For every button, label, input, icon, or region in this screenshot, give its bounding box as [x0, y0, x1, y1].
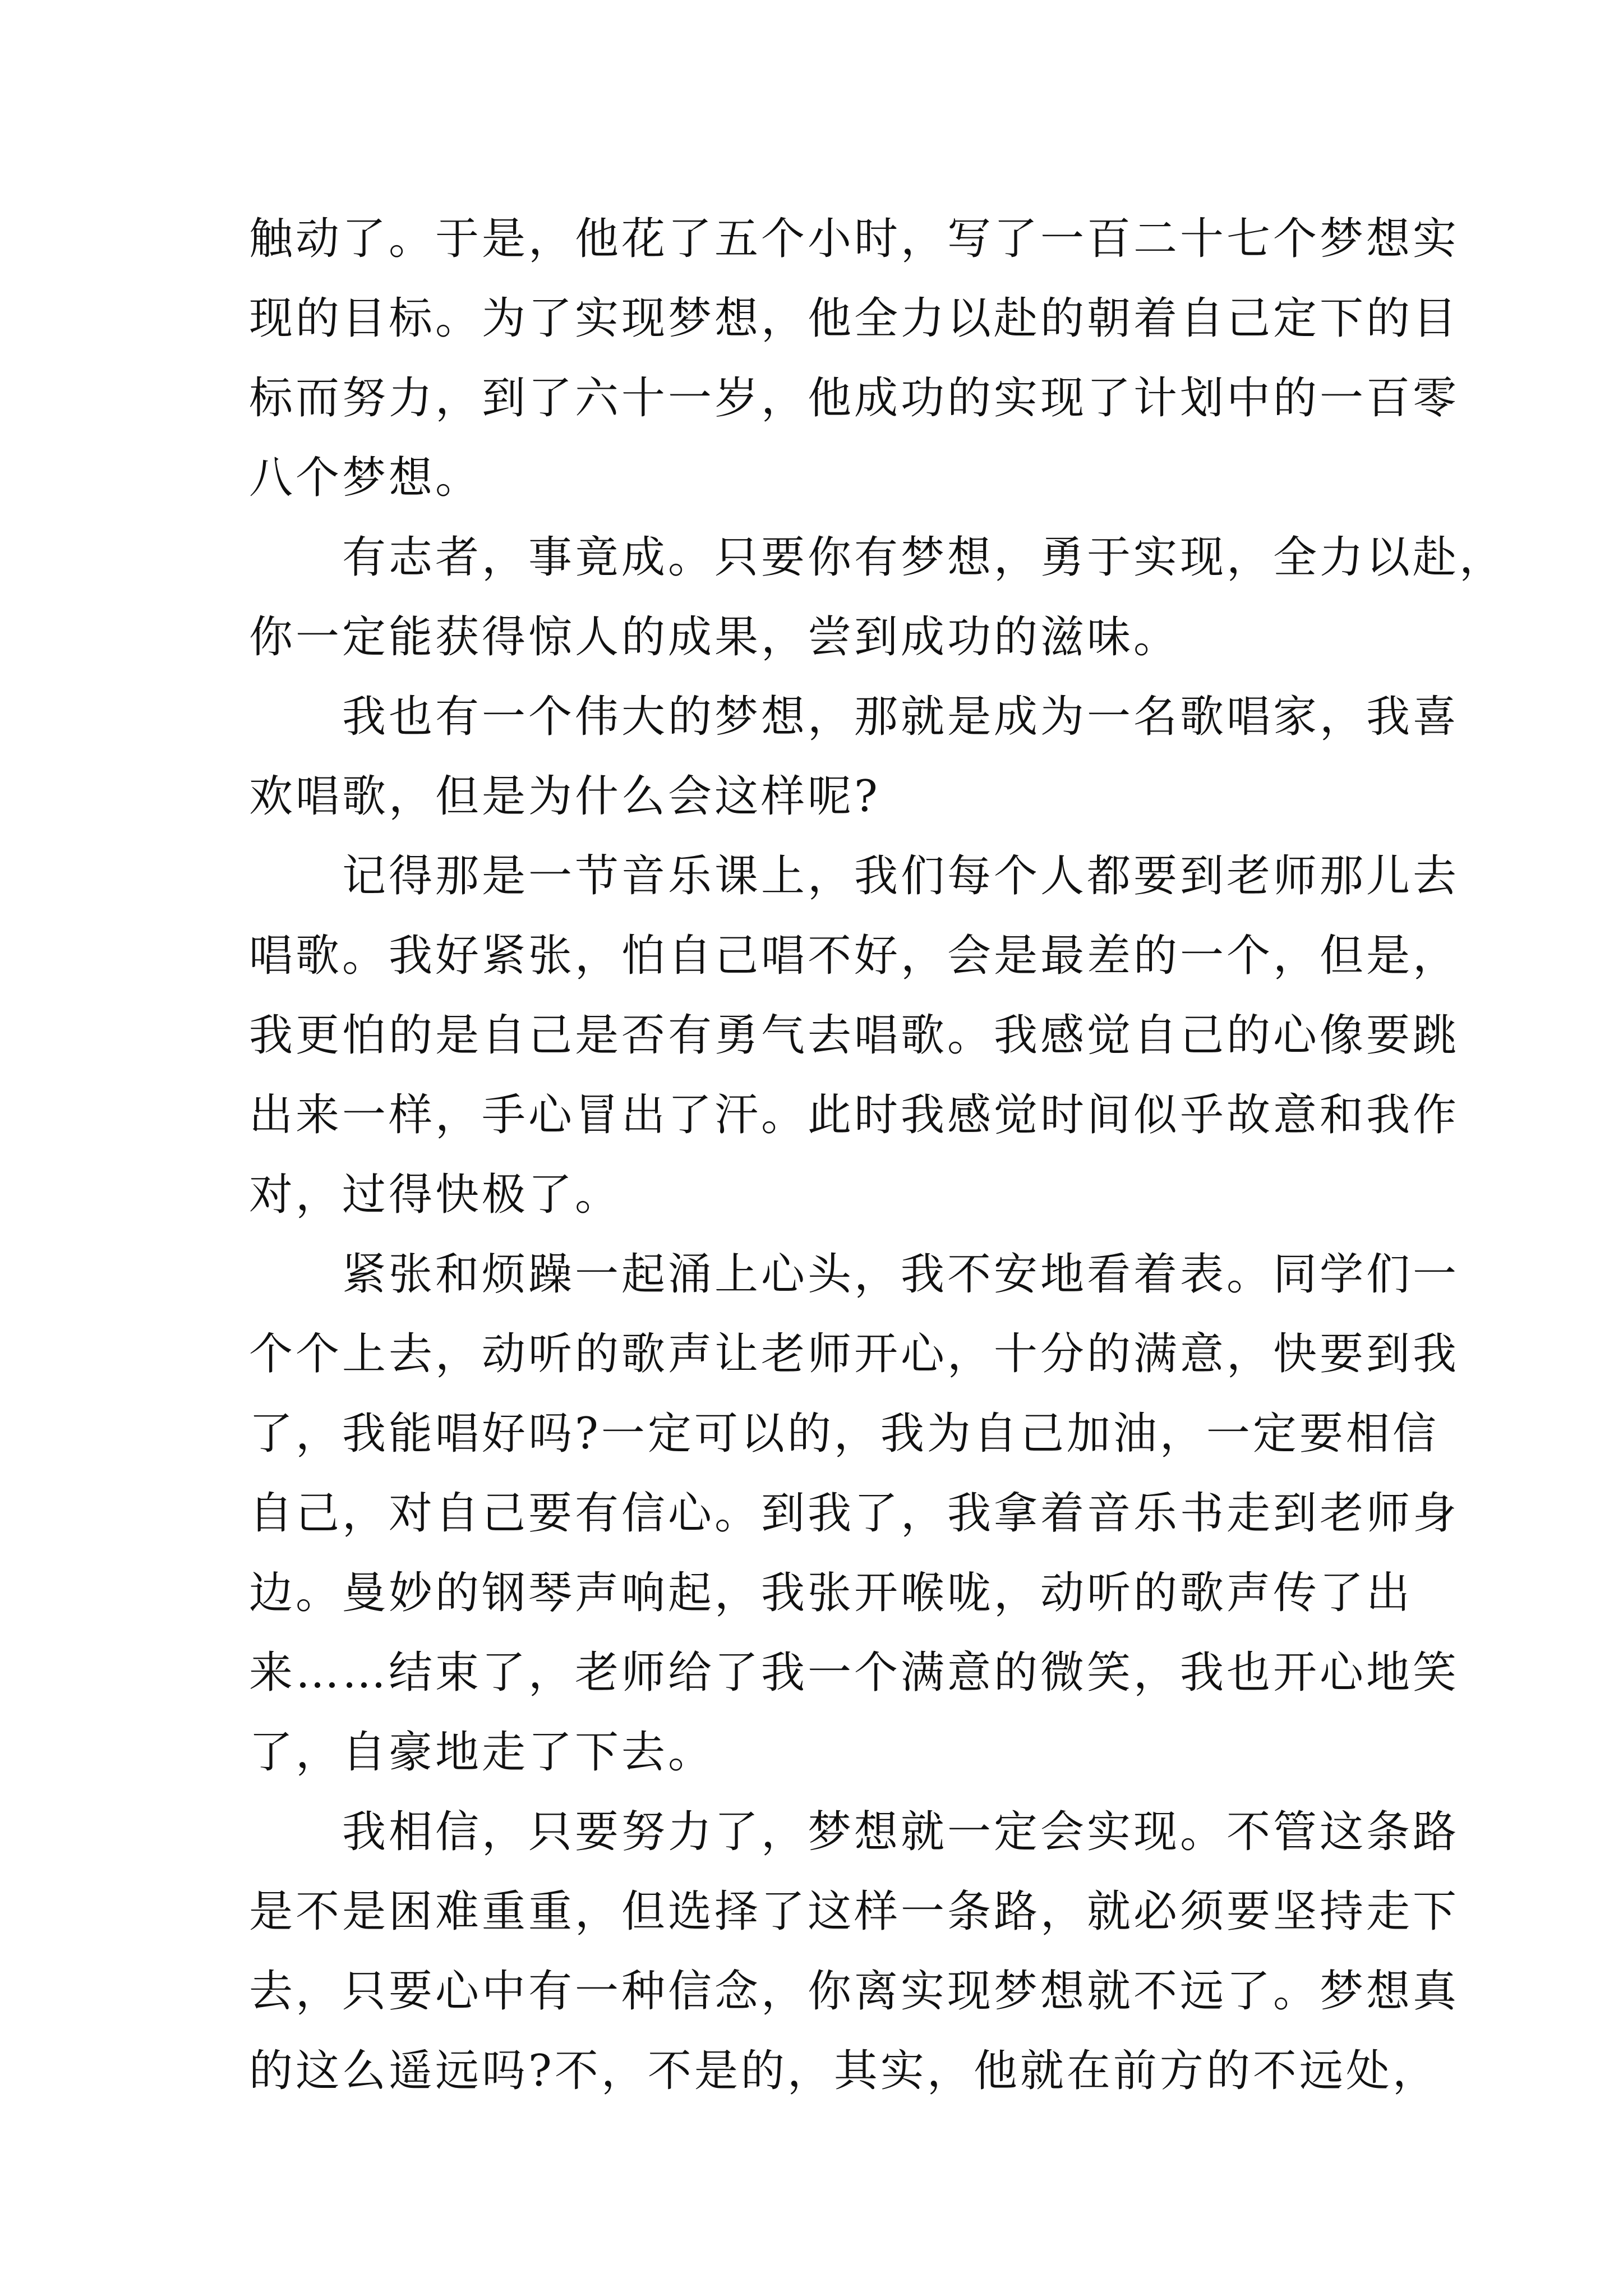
paragraph-start-line: 紧张和烦躁一起涌上心头，我不安地看着表。同学们一	[249, 1249, 1460, 1300]
text-line: 我更怕的是自己是否有勇气去唱歌。我感觉自己的心像要跳	[249, 1010, 1460, 1061]
text-line: 八个梦想。	[249, 453, 482, 503]
text-line: 来……结束了，老师给了我一个满意的微笑，我也开心地笑	[249, 1648, 1460, 1698]
text-line: 了，我能唱好吗?一定可以的，我为自己加油，一定要相信	[249, 1409, 1439, 1459]
text-line: 触动了。于是，他花了五个小时，写了一百二十七个梦想实	[249, 214, 1460, 264]
essay-body	[249, 199, 1506, 2111]
text-line: 个个上去，动听的歌声让老师开心，十分的满意，快要到我	[249, 1329, 1460, 1379]
text-line: 标而努力，到了六十一岁，他成功的实现了计划中的一百零	[249, 373, 1460, 424]
text-line: 欢唱歌，但是为什么会这样呢?	[249, 771, 880, 822]
text-line: 对，过得快极了。	[249, 1170, 622, 1220]
text-line: 唱歌。我好紧张，怕自己唱不好，会是最差的一个，但是，	[249, 931, 1460, 981]
paragraph-start-line: 我相信，只要努力了，梦想就一定会实现。不管这条路	[249, 1807, 1460, 1857]
text-line: 是不是困难重重，但选择了这样一条路，就必须要坚持走下	[249, 1887, 1460, 1937]
text-line: 了，自豪地走了下去。	[249, 1727, 715, 1778]
text-line: 边。曼妙的钢琴声响起，我张开喉咙，动听的歌声传了出	[249, 1568, 1413, 1618]
text-line: 出来一样，手心冒出了汗。此时我感觉时间似乎故意和我作	[249, 1090, 1460, 1140]
paragraph-start-line: 我也有一个伟大的梦想，那就是成为一名歌唱家，我喜	[249, 692, 1460, 742]
text-line: 现的目标。为了实现梦想，他全力以赴的朝着自己定下的目	[249, 293, 1460, 344]
text-line: 的这么遥远吗?不，不是的，其实，他就在前方的不远处，	[249, 2046, 1439, 2096]
text-line: 自己，对自己要有信心。到我了，我拿着音乐书走到老师身	[249, 1488, 1460, 1539]
paragraph-start-line: 有志者，事竟成。只要你有梦想，勇于实现，全力以赴，	[249, 532, 1506, 583]
paragraph-start-line: 记得那是一节音乐课上，我们每个人都要到老师那儿去	[249, 851, 1460, 901]
text-line: 去，只要心中有一种信念，你离实现梦想就不远了。梦想真	[249, 1966, 1460, 2017]
text-line: 你一定能获得惊人的成果，尝到成功的滋味。	[249, 612, 1181, 662]
